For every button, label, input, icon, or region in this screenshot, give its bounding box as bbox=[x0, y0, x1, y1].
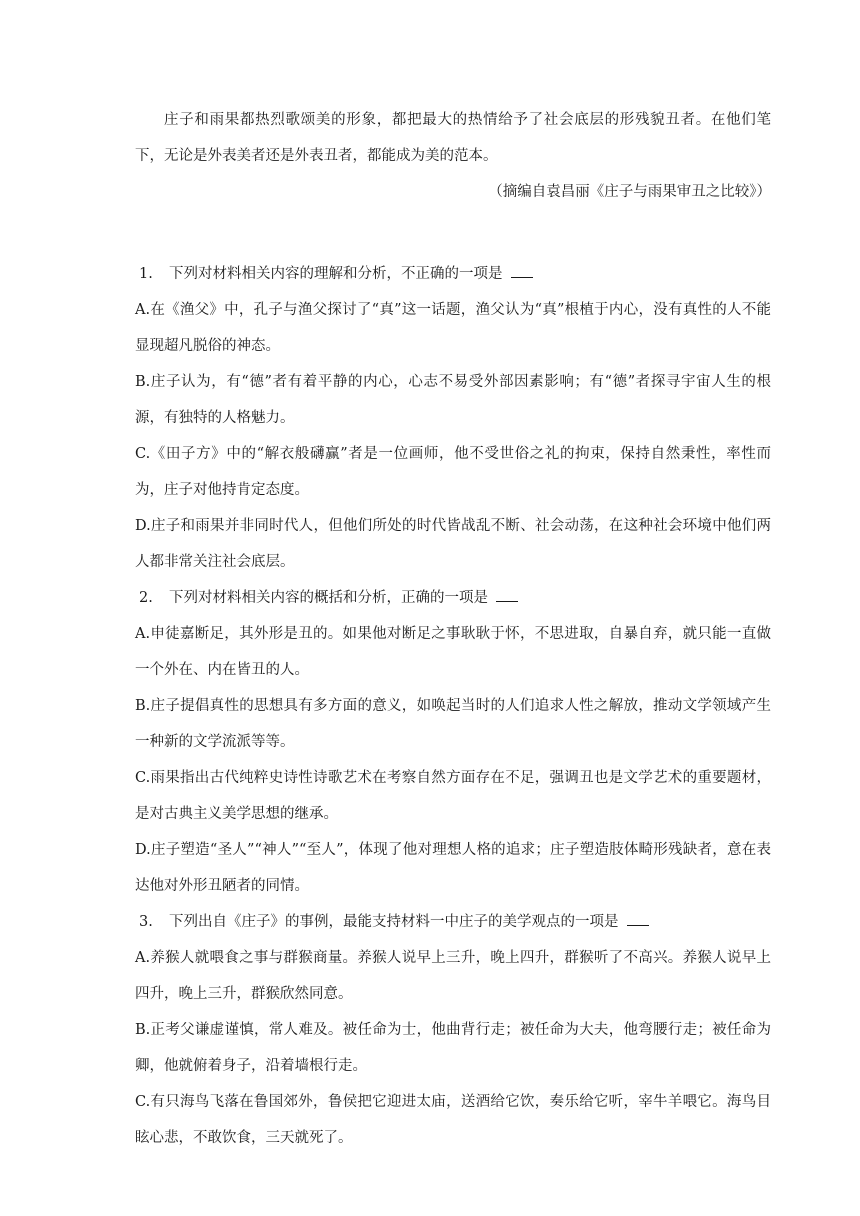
answer-blank[interactable] bbox=[496, 600, 518, 602]
question-text: 下列对材料相关内容的概括和分析，正确的一项是 bbox=[169, 590, 488, 606]
option-c[interactable]: C.《田子方》中的“解衣般礴赢”者是一位画师，他不受世俗之礼的拘束，保持自然秉性，率性而为，庄子对他持肯定态度。 bbox=[135, 446, 771, 498]
question-number: 3. bbox=[139, 914, 153, 930]
answer-blank[interactable] bbox=[511, 276, 533, 278]
option-c[interactable]: C.雨果指出古代纯粹史诗性诗歌艺术在考察自然方面存在不足，强调丑也是文学艺术的重要题材，是对古典主义美学思想的继承。 bbox=[135, 770, 771, 822]
option-c[interactable]: C.有只海鸟飞落在鲁国郊外，鲁侯把它迎进太庙，送酒给它饮，奏乐给它听，宰牛羊喂它。海鸟目眩心悲，不敢饮食，三天就死了。 bbox=[135, 1094, 771, 1146]
option-a[interactable]: A.申徒嘉断足，其外形是丑的。如果他对断足之事耿耿于怀，不思进取，自暴自弃，就只能一直做一个外在、内在皆丑的人。 bbox=[135, 626, 771, 678]
document-content bbox=[135, 102, 771, 1156]
question-number: 2. bbox=[139, 590, 153, 606]
answer-blank[interactable] bbox=[627, 924, 649, 926]
question-3 bbox=[135, 904, 771, 1156]
question-text: 下列出自《庄子》的事例，最能支持材料一中庄子的美学观点的一项是 bbox=[169, 914, 619, 930]
question-stem bbox=[135, 580, 771, 616]
option-b[interactable]: B.庄子提倡真性的思想具有多方面的意义，如唤起当时的人们追求人性之解放，推动文学领域产生一种新的文学流派等等。 bbox=[135, 698, 771, 750]
passage-paragraph: 庄子和雨果都热烈歌颂美的形象，都把最大的热情给予了社会底层的形残貌丑者。在他们笔下，无论是外表美者还是外表丑者，都能成为美的范本。 bbox=[135, 112, 771, 164]
spacer bbox=[135, 210, 771, 256]
option-b[interactable]: B.庄子认为，有“德”者有着平静的内心，心志不易受外部因素影响；有“德”者探寻宇宙人生的根源，有独特的人格魅力。 bbox=[135, 374, 771, 426]
question-stem bbox=[135, 256, 771, 292]
option-a[interactable]: A.养猴人就喂食之事与群猴商量。养猴人说早上三升，晚上四升，群猴听了不高兴。养猴人说早上四升，晚上三升，群猴欣然同意。 bbox=[135, 950, 771, 1002]
option-b[interactable]: B.正考父谦虚谨慎，常人难及。被任命为士，他曲背行走；被任命为大夫，他弯腰行走；被任命为卿，他就俯着身子，沿着墙根行走。 bbox=[135, 1022, 771, 1074]
question-2 bbox=[135, 580, 771, 904]
passage-source: （摘编自袁昌丽《庄子与雨果审丑之比较》） bbox=[488, 184, 771, 200]
question-stem bbox=[135, 904, 771, 940]
question-number: 1. bbox=[139, 266, 153, 282]
option-a[interactable]: A.在《渔父》中，孔子与渔父探讨了“真”这一话题，渔父认为“真”根植于内心，没有真性的人不能显现超凡脱俗的神态。 bbox=[135, 302, 771, 354]
question-1 bbox=[135, 256, 771, 580]
option-d[interactable]: D.庄子塑造“圣人”“神人”“至人”，体现了他对理想人格的追求；庄子塑造肢体畸形残缺者，意在表达他对外形丑陋者的同情。 bbox=[135, 842, 771, 894]
option-d[interactable]: D.庄子和雨果并非同时代人，但他们所处的时代皆战乱不断、社会动荡，在这种社会环境中他们两人都非常关注社会底层。 bbox=[135, 518, 771, 570]
question-text: 下列对材料相关内容的理解和分析，不正确的一项是 bbox=[169, 266, 503, 282]
